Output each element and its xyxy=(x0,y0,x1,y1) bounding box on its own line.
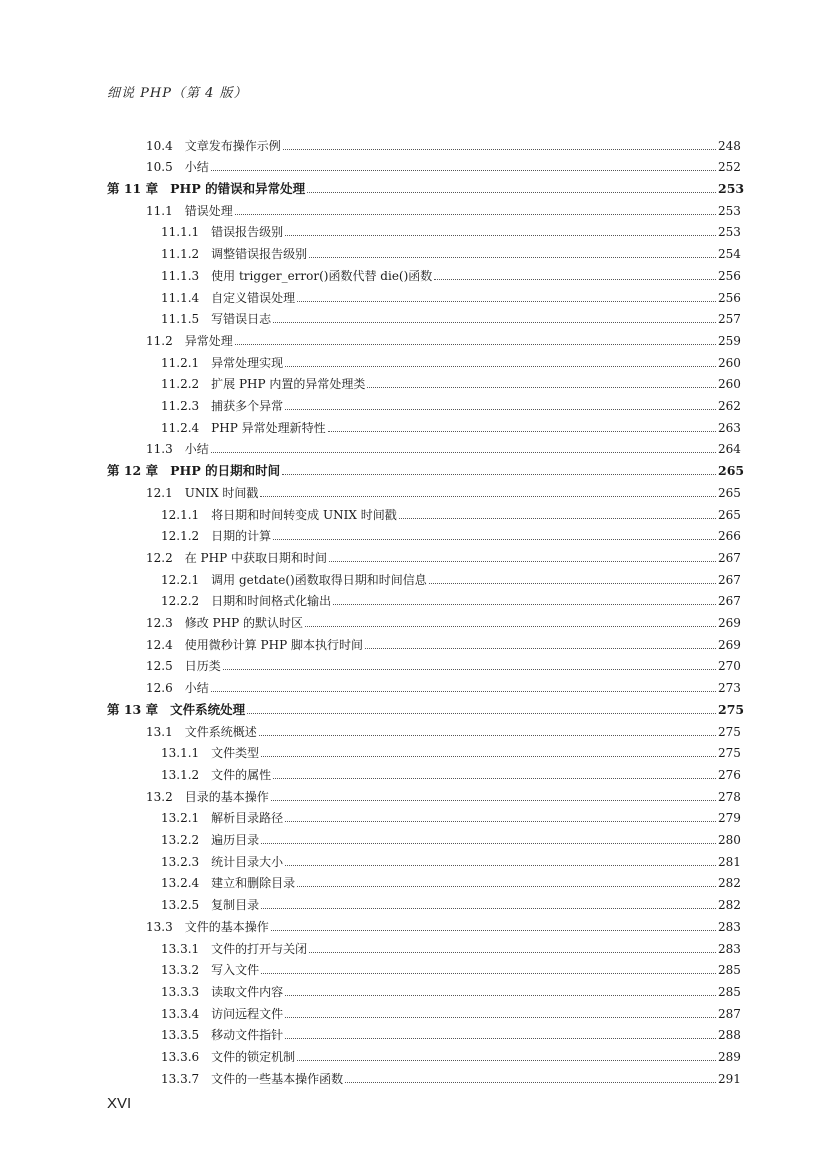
toc-entry-number: 第 12 章 xyxy=(107,463,159,479)
toc-entry-title: 扩展 PHP 内置的异常处理类 xyxy=(211,377,366,392)
toc-entry-page: 265 xyxy=(718,485,741,500)
toc-entry[interactable] xyxy=(0,218,827,240)
toc-entry-page: 267 xyxy=(718,550,741,565)
toc-entry-title: 使用微秒计算 PHP 脚本执行时间 xyxy=(184,637,363,652)
toc-entry-title: 小结 xyxy=(184,442,209,457)
toc-entry-title: 遍历目录 xyxy=(211,833,260,848)
toc-entry[interactable] xyxy=(0,326,827,348)
toc-entry[interactable] xyxy=(0,131,827,153)
toc-entry-page: 265 xyxy=(718,507,741,522)
toc-entry[interactable] xyxy=(0,413,827,435)
toc-entry[interactable] xyxy=(0,565,827,587)
toc-entry-page: 287 xyxy=(718,1006,741,1021)
toc-entry-page: 269 xyxy=(718,637,741,652)
toc-entry-number: 13.2 xyxy=(146,789,173,804)
toc-entry-page: 276 xyxy=(718,767,741,782)
toc-chapter-entry[interactable] xyxy=(0,174,827,196)
toc-entry-page: 288 xyxy=(718,1028,741,1043)
toc-entry-number: 13.3.1 xyxy=(161,941,200,956)
toc-entry-number: 13.2.1 xyxy=(161,811,200,826)
toc-entry-number: 第 13 章 xyxy=(107,701,159,717)
toc-entry-title: 文件系统概述 xyxy=(184,724,257,739)
toc-entry-title: 使用 trigger_error()函数代替 die()函数 xyxy=(211,268,433,283)
toc-entry-page: 270 xyxy=(718,659,741,674)
toc-entry-number: 12.1 xyxy=(146,485,173,500)
toc-entry[interactable] xyxy=(0,370,827,392)
page-number: XVI xyxy=(107,1095,132,1112)
toc-entry-page: 262 xyxy=(718,399,741,414)
toc-entry-page: 275 xyxy=(718,724,741,739)
dot-leader xyxy=(223,669,716,670)
toc-entry-title: 文件的基本操作 xyxy=(184,919,269,934)
toc-entry-number: 11.2.4 xyxy=(161,420,200,435)
toc-entry-page: 253 xyxy=(718,203,741,218)
toc-entry[interactable] xyxy=(0,522,827,544)
toc-entry-title: 在 PHP 中获取日期和时间 xyxy=(184,550,327,565)
toc-entry-title: 自定义错误处理 xyxy=(211,290,296,305)
dot-leader xyxy=(285,1017,716,1018)
toc-entry[interactable] xyxy=(0,1042,827,1064)
toc-entry-page: 259 xyxy=(718,333,741,348)
toc-entry-number: 11.1.5 xyxy=(161,312,200,327)
toc-entry-page: 278 xyxy=(718,789,741,804)
toc-entry-page: 269 xyxy=(718,616,741,631)
toc-entry-title: 错误报告级别 xyxy=(211,225,284,240)
toc-entry[interactable] xyxy=(0,891,827,913)
toc-entry-page: 285 xyxy=(718,984,741,999)
toc-entry[interactable] xyxy=(0,825,827,847)
dot-leader xyxy=(285,865,716,866)
toc-entry[interactable] xyxy=(0,934,827,956)
toc-chapter-entry[interactable] xyxy=(0,457,827,479)
dot-leader xyxy=(285,235,716,236)
toc-entry-number: 10.5 xyxy=(146,160,173,175)
toc-entry-number: 13.1 xyxy=(146,724,173,739)
toc-entry-title: 文件系统处理 xyxy=(170,701,246,717)
toc-entry-number: 12.2 xyxy=(146,550,173,565)
toc-entry[interactable] xyxy=(0,261,827,283)
toc-entry-title: UNIX 时间戳 xyxy=(184,485,259,500)
toc-entry-page: 256 xyxy=(718,290,741,305)
dot-leader xyxy=(261,973,716,974)
toc-entry-page: 275 xyxy=(718,746,741,761)
toc-entry-title: 错误处理 xyxy=(184,203,233,218)
toc-entry-number: 13.3.7 xyxy=(161,1071,200,1086)
toc-entry-number: 13.2.3 xyxy=(161,854,200,869)
toc-entry[interactable] xyxy=(0,435,827,457)
toc-entry[interactable] xyxy=(0,739,827,761)
dot-leader xyxy=(399,518,716,519)
dot-leader xyxy=(283,149,716,150)
toc-entry-title: 捕获多个异常 xyxy=(211,399,284,414)
toc-entry-title: 读取文件内容 xyxy=(211,984,284,999)
dot-leader xyxy=(271,930,716,931)
toc-entry[interactable] xyxy=(0,956,827,978)
dot-leader xyxy=(261,908,716,909)
toc-entry-page: 282 xyxy=(718,876,741,891)
toc-entry-page: 248 xyxy=(718,138,741,153)
toc-entry-number: 13.2.2 xyxy=(161,833,200,848)
toc-entry-page: 266 xyxy=(718,529,741,544)
toc-entry-number: 13.3 xyxy=(146,919,173,934)
toc-entry-title: 日期的计算 xyxy=(211,529,272,544)
toc-entry[interactable] xyxy=(0,912,827,934)
toc-entry-number: 11.1.3 xyxy=(161,268,200,283)
dot-leader xyxy=(305,626,716,627)
dot-leader xyxy=(297,886,716,887)
toc-entry-page: 289 xyxy=(718,1050,741,1065)
toc-entry-number: 12.4 xyxy=(146,637,173,652)
toc-entry-page: 256 xyxy=(718,268,741,283)
toc-entry-number: 11.2.2 xyxy=(161,377,200,392)
toc-entry[interactable] xyxy=(0,348,827,370)
toc-entry-page: 279 xyxy=(718,811,741,826)
toc-entry-title: 调用 getdate()函数取得日期和时间信息 xyxy=(211,572,427,587)
dot-leader xyxy=(261,756,716,757)
toc-entry-number: 11.2.1 xyxy=(161,355,200,370)
toc-entry[interactable] xyxy=(0,630,827,652)
toc-entry-page: 291 xyxy=(718,1071,741,1086)
toc-entry[interactable] xyxy=(0,977,827,999)
toc-entry[interactable] xyxy=(0,717,827,739)
toc-entry-title: 建立和删除目录 xyxy=(211,876,296,891)
toc-entry-title: 小结 xyxy=(184,681,209,696)
toc-entry-title: 文章发布操作示例 xyxy=(184,138,281,153)
dot-leader xyxy=(273,778,716,779)
toc-entry-page: 267 xyxy=(718,572,741,587)
toc-chapter-entry[interactable] xyxy=(0,695,827,717)
toc-entry-number: 13.1.2 xyxy=(161,767,200,782)
dot-leader xyxy=(328,431,716,432)
toc-entry[interactable] xyxy=(0,543,827,565)
toc-entry-title: PHP 异常处理新特性 xyxy=(211,420,326,435)
dot-leader xyxy=(271,800,716,801)
toc-entry-number: 第 11 章 xyxy=(107,181,159,197)
toc-entry[interactable] xyxy=(0,283,827,305)
toc-entry-page: 285 xyxy=(718,963,741,978)
toc-entry-title: 异常处理 xyxy=(184,333,233,348)
dot-leader xyxy=(211,691,716,692)
dot-leader xyxy=(297,1060,716,1061)
toc-entry-number: 11.3 xyxy=(146,442,173,457)
toc-entry[interactable] xyxy=(0,804,827,826)
dot-leader xyxy=(285,995,716,996)
toc-entry[interactable] xyxy=(0,391,827,413)
toc-entry[interactable] xyxy=(0,196,827,218)
dot-leader xyxy=(429,583,716,584)
toc-entry-title: 调整错误报告级别 xyxy=(211,247,308,262)
dot-leader xyxy=(285,821,716,822)
toc-entry-number: 13.3.4 xyxy=(161,1006,200,1021)
toc-entry-number: 13.3.2 xyxy=(161,963,200,978)
toc-entry-page: 275 xyxy=(718,701,745,717)
toc-entry-number: 11.1.1 xyxy=(161,225,200,240)
toc-entry-title: 日期和时间格式化输出 xyxy=(211,594,332,609)
dot-leader xyxy=(307,192,716,193)
dot-leader xyxy=(285,1038,716,1039)
toc-entry-page: 283 xyxy=(718,919,741,934)
toc-entry[interactable] xyxy=(0,587,827,609)
toc-entry-number: 13.3.3 xyxy=(161,984,200,999)
toc-entry-page: 253 xyxy=(718,225,741,240)
toc-entry-page: 253 xyxy=(718,181,745,197)
dot-leader xyxy=(235,344,716,345)
toc-entry-title: 复制目录 xyxy=(211,898,260,913)
toc-entry-number: 10.4 xyxy=(146,138,173,153)
toc-entry-page: 260 xyxy=(718,355,741,370)
toc-entry[interactable] xyxy=(0,240,827,262)
dot-leader xyxy=(273,322,716,323)
toc-entry-title: 修改 PHP 的默认时区 xyxy=(184,616,303,631)
toc-entry-number: 12.2.2 xyxy=(161,594,200,609)
toc-entry-title: PHP 的日期和时间 xyxy=(170,463,281,479)
dot-leader xyxy=(273,539,716,540)
toc-entry-number: 12.6 xyxy=(146,681,173,696)
toc-entry-number: 13.2.5 xyxy=(161,898,200,913)
toc-entry-page: 280 xyxy=(718,833,741,848)
toc-entry[interactable] xyxy=(0,608,827,630)
dot-leader xyxy=(345,1082,716,1083)
toc-entry-page: 254 xyxy=(718,247,741,262)
toc-entry[interactable] xyxy=(0,305,827,327)
toc-entry-title: 文件类型 xyxy=(211,746,260,761)
dot-leader xyxy=(211,170,716,171)
toc-entry-title: 访问远程文件 xyxy=(211,1006,284,1021)
toc-entry-number: 11.1.4 xyxy=(161,290,200,305)
toc-entry-title: 移动文件指针 xyxy=(211,1028,284,1043)
dot-leader xyxy=(235,214,716,215)
toc-entry[interactable] xyxy=(0,1064,827,1086)
toc-entry-page: 263 xyxy=(718,420,741,435)
dot-leader xyxy=(297,301,716,302)
toc-entry[interactable] xyxy=(0,869,827,891)
toc-entry-page: 264 xyxy=(718,442,741,457)
toc-entry-page: 282 xyxy=(718,898,741,913)
toc-entry-page: 260 xyxy=(718,377,741,392)
toc-entry-number: 11.1 xyxy=(146,203,173,218)
toc-entry-number: 13.3.5 xyxy=(161,1028,200,1043)
toc-entry[interactable] xyxy=(0,478,827,500)
toc-entry-page: 252 xyxy=(718,160,741,175)
dot-leader xyxy=(261,843,716,844)
toc-entry[interactable] xyxy=(0,999,827,1021)
toc-entry-title: 文件的打开与关闭 xyxy=(211,941,308,956)
toc-entry-title: 统计目录大小 xyxy=(211,854,284,869)
toc-entry-number: 13.1.1 xyxy=(161,746,200,761)
toc-entry-number: 12.3 xyxy=(146,616,173,631)
toc-entry-page: 273 xyxy=(718,681,741,696)
toc-entry[interactable] xyxy=(0,674,827,696)
toc-entry-page: 265 xyxy=(718,463,745,479)
toc-entry-number: 11.1.2 xyxy=(161,247,200,262)
toc-entry-title: 将日期和时间转变成 UNIX 时间戳 xyxy=(211,507,397,522)
toc-entry[interactable] xyxy=(0,153,827,175)
toc-entry[interactable] xyxy=(0,500,827,522)
toc-entry-page: 257 xyxy=(718,312,741,327)
dot-leader xyxy=(285,409,716,410)
toc-entry-title: 写错误日志 xyxy=(211,312,272,327)
dot-leader xyxy=(260,496,716,497)
running-header: 细说 PHP（第 4 版） xyxy=(107,86,248,101)
toc-entry-number: 11.2 xyxy=(146,333,173,348)
toc-entry-number: 12.5 xyxy=(146,659,173,674)
toc-entry-title: PHP 的错误和异常处理 xyxy=(170,181,306,197)
toc-entry-title: 解析目录路径 xyxy=(211,811,284,826)
toc-entry-title: 小结 xyxy=(184,160,209,175)
toc-entry[interactable] xyxy=(0,652,827,674)
toc-entry-number: 13.3.6 xyxy=(161,1050,200,1065)
toc-entry-title: 写入文件 xyxy=(211,963,260,978)
dot-leader xyxy=(285,366,716,367)
dot-leader xyxy=(367,387,716,388)
toc-entry[interactable] xyxy=(0,847,827,869)
toc-entry-number: 11.2.3 xyxy=(161,399,200,414)
toc-entry-number: 12.2.1 xyxy=(161,572,200,587)
dot-leader xyxy=(333,604,716,605)
dot-leader xyxy=(211,452,716,453)
dot-leader xyxy=(309,257,716,258)
dot-leader xyxy=(434,279,716,280)
dot-leader xyxy=(365,648,716,649)
toc-entry-title: 文件的属性 xyxy=(211,767,272,782)
toc-entry-page: 281 xyxy=(718,854,741,869)
toc-entry-title: 文件的锁定机制 xyxy=(211,1050,296,1065)
toc-entry-number: 12.1.2 xyxy=(161,529,200,544)
toc-entry-title: 日历类 xyxy=(184,659,221,674)
toc-entry-title: 文件的一些基本操作函数 xyxy=(211,1071,344,1086)
toc-entry[interactable] xyxy=(0,782,827,804)
toc-entry[interactable] xyxy=(0,1021,827,1043)
toc-entry-title: 异常处理实现 xyxy=(211,355,284,370)
dot-leader xyxy=(309,952,716,953)
dot-leader xyxy=(247,713,716,714)
dot-leader xyxy=(259,735,716,736)
toc-entry-page: 267 xyxy=(718,594,741,609)
toc-entry-number: 12.1.1 xyxy=(161,507,200,522)
toc-entry-page: 283 xyxy=(718,941,741,956)
toc-entry-number: 13.2.4 xyxy=(161,876,200,891)
dot-leader xyxy=(282,474,716,475)
toc-entry[interactable] xyxy=(0,760,827,782)
toc-entry-title: 目录的基本操作 xyxy=(184,789,269,804)
dot-leader xyxy=(329,561,716,562)
